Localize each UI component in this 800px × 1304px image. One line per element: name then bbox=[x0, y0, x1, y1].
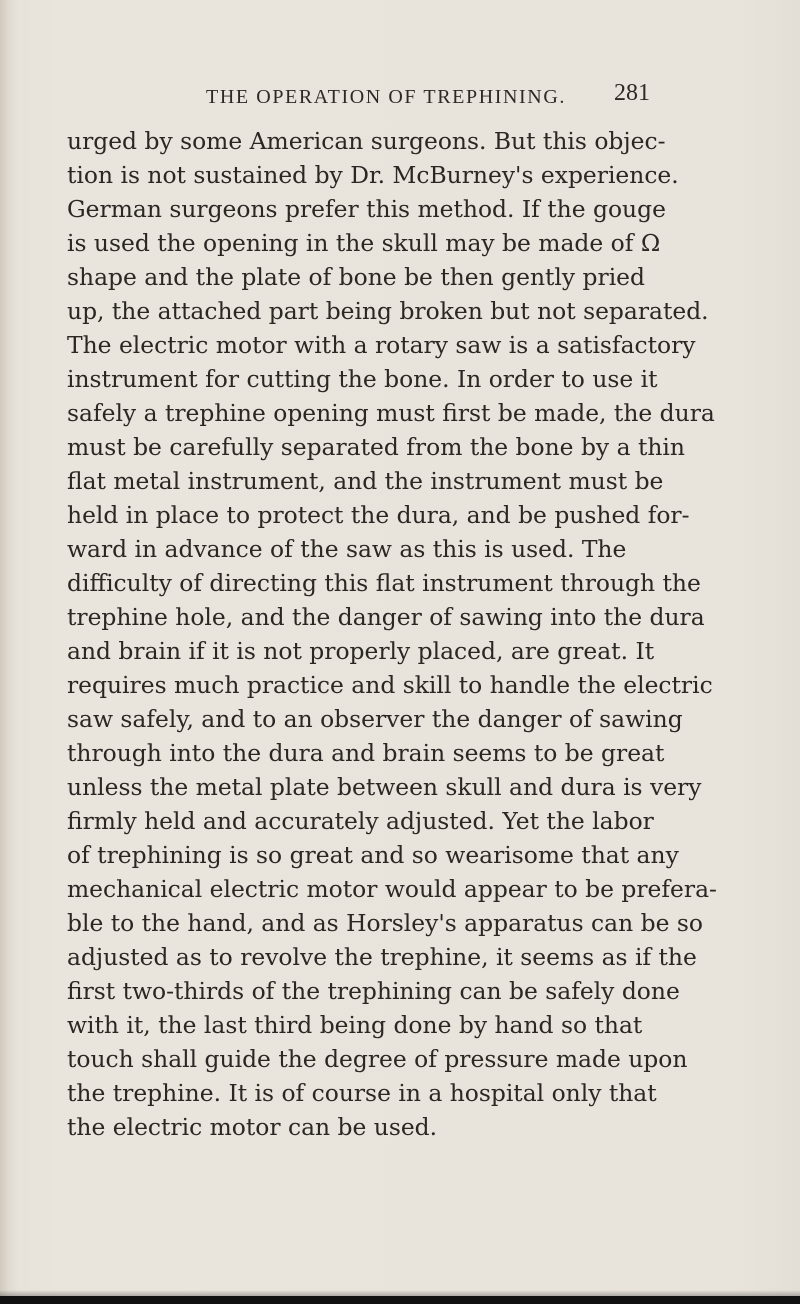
text-line: saw safely, and to an observer the danger of sawing bbox=[67, 705, 683, 733]
text-line: the trephine. It is of course in a hospital only that bbox=[67, 1079, 657, 1107]
text-line: firmly held and accurately adjusted. Yet the labor bbox=[67, 807, 654, 835]
text-line: The electric motor with a rotary saw is a satisfactory bbox=[67, 331, 696, 359]
text-line: requires much practice and skill to handle the electric bbox=[67, 671, 713, 699]
text-line: flat metal instrument, and the instrument must be bbox=[67, 467, 664, 495]
page-gutter bbox=[0, 0, 10, 1304]
text-line: the electric motor can be used. bbox=[67, 1113, 438, 1141]
running-title: THE OPERATION OF TREPHINING. bbox=[206, 86, 566, 108]
text-line: adjusted as to revolve the trephine, it seems as if the bbox=[67, 943, 697, 971]
text-line: trephine hole, and the danger of sawing into the dura bbox=[67, 603, 705, 631]
text-line: and brain if it is not properly placed, are great. It bbox=[67, 637, 655, 665]
text-line: instrument for cutting the bone. In order to use it bbox=[67, 365, 658, 393]
text-line: must be carefully separated from the bone by a thin bbox=[67, 433, 685, 461]
text-line: unless the metal plate between skull and dura is very bbox=[67, 773, 702, 801]
text-line: with it, the last third being done by hand so that bbox=[67, 1011, 643, 1039]
text-line: first two-thirds of the trephining can be safely done bbox=[67, 977, 680, 1005]
page-number: 281 bbox=[614, 80, 650, 106]
text-line: is used the opening in the skull may be made of Ω bbox=[67, 229, 661, 257]
text-line: up, the attached part being broken but not separated. bbox=[67, 297, 709, 325]
text-line: of trephining is so great and so wearisome that any bbox=[67, 841, 679, 869]
text-line: touch shall guide the degree of pressure made upon bbox=[67, 1045, 688, 1073]
text-line: tion is not sustained by Dr. McBurney's experience. bbox=[67, 161, 679, 189]
text-line: difficulty of directing this flat instrument through the bbox=[67, 569, 701, 597]
text-line: mechanical electric motor would appear to be prefera- bbox=[67, 875, 717, 903]
text-line: ble to the hand, and as Horsley's apparatus can be so bbox=[67, 909, 703, 937]
text-line: ward in advance of the saw as this is used. The bbox=[67, 535, 627, 563]
text-line: held in place to protect the dura, and be pushed for- bbox=[67, 501, 690, 529]
page-bottom-edge bbox=[0, 1296, 800, 1304]
text-line: urged by some American surgeons. But this objec- bbox=[67, 127, 666, 155]
text-line: safely a trephine opening must first be made, the dura bbox=[67, 399, 715, 427]
text-line: German surgeons prefer this method. If the gouge bbox=[67, 195, 666, 223]
text-line: shape and the plate of bone be then gently pried bbox=[67, 263, 645, 291]
text-line: through into the dura and brain seems to be great bbox=[67, 739, 665, 767]
